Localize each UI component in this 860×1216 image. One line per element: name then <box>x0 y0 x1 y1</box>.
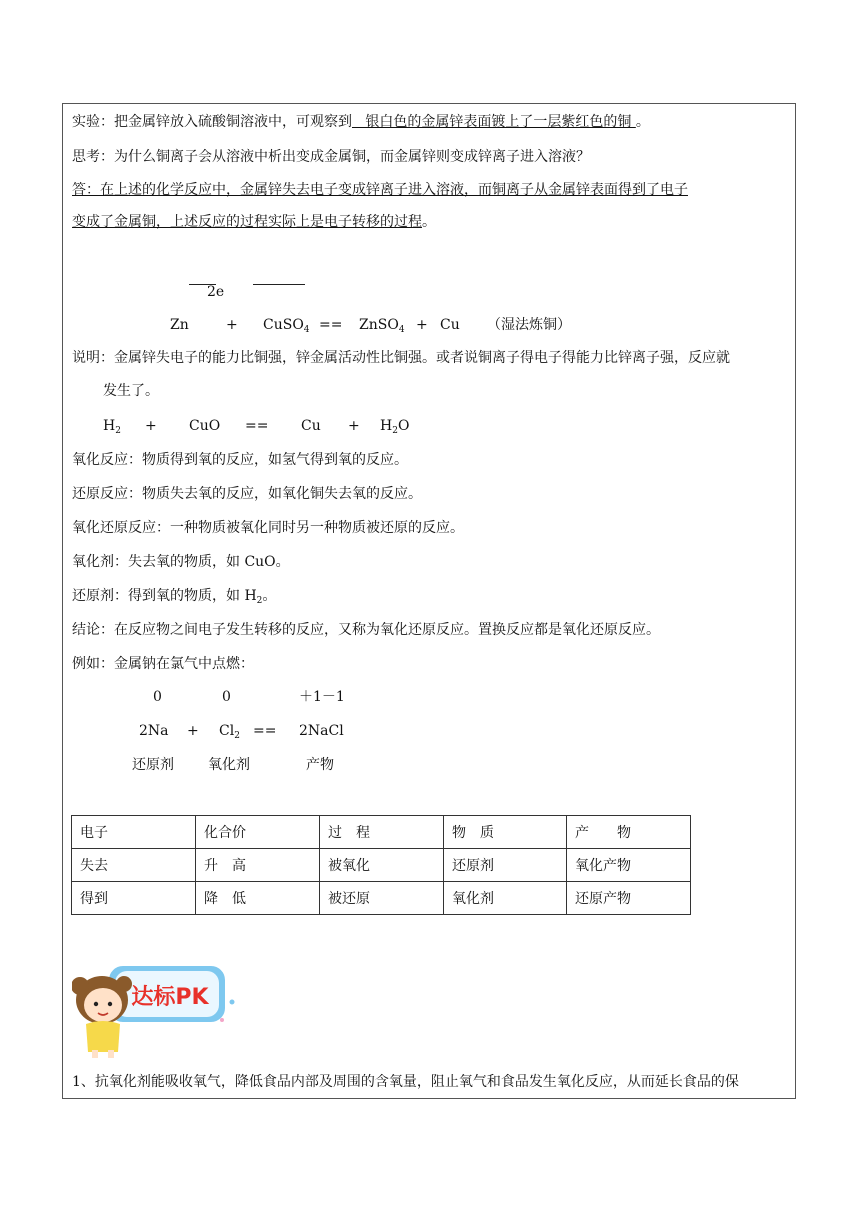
girl-leg <box>92 1050 98 1058</box>
answer-end: 。 <box>422 214 436 230</box>
girl-eye <box>94 1002 98 1006</box>
answer-line-1: 答：在上述的化学反应中，金属锌失去电子变成锌离子进入溶液，而铜离子从金属锌表面得到了电子 <box>72 182 688 198</box>
redox-summary-table <box>71 815 691 915</box>
experiment-observation: 银白色的金属锌表面镀上了一层紫红色的铜 <box>352 114 636 130</box>
girl-dress <box>86 1021 120 1052</box>
table-cell: 氧化产物 <box>567 849 691 882</box>
badge-title: 达标PK <box>131 985 209 1010</box>
electron-label: 2e <box>207 284 225 300</box>
eq3-role-nacl: 产物 <box>306 757 334 773</box>
eq3-role-cl: 氧化剂 <box>208 757 250 773</box>
eq2-plus-2: + <box>348 418 360 434</box>
conclusion: 结论：在反应物之间电子发生转移的反应，又称为氧化还原反应。置换反应都是氧化还原反应。 <box>72 622 660 638</box>
eq3-nacl: 2NaCl <box>299 723 344 739</box>
eq2-h2: $H_2$ <box>103 418 121 436</box>
table-cell: 还原产物 <box>567 882 691 915</box>
eq3-na: 2Na <box>139 723 169 739</box>
table-cell: 升 高 <box>196 849 320 882</box>
eq3-valence-cl: 0 <box>222 689 231 705</box>
table-cell: 过 程 <box>320 816 444 849</box>
eq3-role-na: 还原剂 <box>132 757 174 773</box>
table-row <box>72 882 691 915</box>
definition-reduction: 还原反应：物质失去氧的反应，如氧化铜失去氧的反应。 <box>72 486 422 502</box>
eq1-cuso4: CuSO$_4$ <box>263 317 310 335</box>
table-cell: 产 物 <box>567 816 691 849</box>
example-intro: 例如：金属钠在氯气中点燃： <box>72 656 254 672</box>
table-cell: 物 质 <box>444 816 567 849</box>
eq3-plus: + <box>187 723 199 739</box>
girl-eye <box>108 1002 112 1006</box>
girl-ponytail <box>116 976 132 992</box>
girl-leg <box>108 1050 114 1058</box>
eq1-equals: == <box>319 317 343 333</box>
think-line: 思考：为什么铜离子会从溶液中析出变成金属铜，而金属锌则变成锌离子进入溶液？ <box>72 149 590 165</box>
sparkle-icon <box>220 1018 224 1022</box>
definition-redox: 氧化还原反应：一种物质被氧化同时另一种物质被还原的反应。 <box>72 520 464 536</box>
eq1-cu: Cu <box>440 317 460 333</box>
pk-badge-illustration <box>72 960 242 1060</box>
girl-face <box>84 988 122 1022</box>
experiment-suffix: 。 <box>635 114 650 130</box>
table-cell: 电子 <box>72 816 196 849</box>
eq3-cl2: $Cl_2$ <box>219 723 240 741</box>
table-cell: 化合价 <box>196 816 320 849</box>
definition-reductant: 还原剂：得到氧的物质，如 $H_2$。 <box>72 588 277 606</box>
definition-oxidant: 氧化剂：失去氧的物质，如 CuO。 <box>72 554 290 570</box>
eq2-equals: == <box>245 418 269 434</box>
sparkle-icon <box>230 1000 235 1005</box>
table-cell: 得到 <box>72 882 196 915</box>
explain-line-2: 发生了。 <box>103 383 159 399</box>
eq3-valence-na: 0 <box>153 689 162 705</box>
table-cell: 氧化剂 <box>444 882 567 915</box>
eq1-note: （湿法炼铜） <box>487 317 571 333</box>
eq2-cu: Cu <box>301 418 321 434</box>
eq2-h2o: $H_2O$ <box>380 418 410 436</box>
answer-text: 变成了金属铜，上述反应的过程实际上是电子转移的过程 <box>72 214 422 230</box>
eq1-plus-2: + <box>416 317 428 333</box>
definition-oxidation: 氧化反应：物质得到氧的反应，如氢气得到氧的反应。 <box>72 452 408 468</box>
explain-line-1: 说明：金属锌失电子的能力比铜强，锌金属活动性比铜强。或者说铜离子得电子得能力比锌离子强，反应就 <box>72 350 730 366</box>
table-cell: 还原剂 <box>444 849 567 882</box>
table-cell: 被氧化 <box>320 849 444 882</box>
answer-line-2 <box>72 212 436 232</box>
eq1-zn: Zn <box>170 317 189 333</box>
eq1-znso4: ZnSO$_4$ <box>359 317 405 335</box>
table-row <box>72 816 691 849</box>
eq2-plus-1: + <box>145 418 157 434</box>
eq3-equals: == <box>253 723 277 739</box>
experiment-prefix: 实验：把金属锌放入硫酸铜溶液中，可观察到 <box>72 114 352 130</box>
eq3-valence-nacl: ＋1－1 <box>299 689 345 705</box>
eq2-cuo: CuO <box>189 418 221 434</box>
table-cell: 被还原 <box>320 882 444 915</box>
table-cell: 失去 <box>72 849 196 882</box>
eq1-plus-1: + <box>226 317 238 333</box>
experiment-line <box>72 112 650 132</box>
electron-arrow-right <box>253 284 305 285</box>
table-row <box>72 849 691 882</box>
table-cell: 降 低 <box>196 882 320 915</box>
question-1: 1、抗氧化剂能吸收氧气，降低食品内部及周围的含氧量，阻止氧气和食品发生氧化反应，从而延长食品的保 <box>72 1074 739 1090</box>
